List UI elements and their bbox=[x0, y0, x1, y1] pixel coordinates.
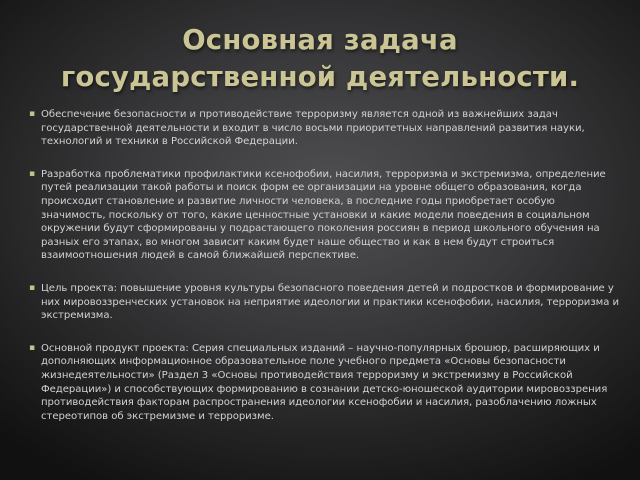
bullet-marker-icon: ▪ bbox=[29, 282, 36, 293]
bullet-list bbox=[29, 108, 619, 442]
bullet-item-1 bbox=[29, 108, 619, 149]
bullet-marker-icon: ▪ bbox=[29, 109, 36, 119]
bullet-marker-icon: ▪ bbox=[29, 342, 36, 353]
bullet-marker-icon: ▪ bbox=[29, 168, 36, 179]
title-line-1: Основная задача bbox=[182, 24, 458, 56]
bullet-text-4: Основной продукт проекта: Серия специальных изданий – научно-популярных брошюр, расширяющих и дополняющих информационное образовательное поле учебного предмета «Основы безопасности жизнедеятельности» (Раздел 3 «Основы противодействия терроризму и экстремизму в Российской Федерации») и способствующих формированию в сознании детско-юношеской аудитории мировоззрения противодействия факторам распространения идеологии ксенофобии и насилия, разоблачению ложных стереотипов об экстремизме и терроризме. bbox=[41, 342, 608, 422]
bullet-text-3: Цель проекта: повышение уровня культуры безопасного поведения детей и подростков и формирование у них мировоззренческих установок на неприятие идеологии и практики ксенофобии, насилия, терроризма и экстремизма. bbox=[41, 282, 619, 322]
bullet-text-1: Обеспечение безопасности и противодействие терроризму является одной из важнейших задач государственной деятельности и входит в число восьми приоритетных направлений развития науки, технологий и техники в Российской Федерации. bbox=[41, 109, 585, 148]
bullet-item-4 bbox=[29, 342, 619, 424]
bullet-text-2: Разработка проблематики профилактики ксенофобии, насилия, терроризма и экстремизма, определение путей реализации такой работы и поиск форм ее организации на уровне общего образования, когда происходит становление и развитие личности человека, в последние годы приобретает особую значимость, поскольку от того, какие ценностные установки и какие модели поведения в социальном окружении будут сформированы у подрастающего поколения россиян в период школьного обучения на разных его этапах, во многом зависит каким будет наше общество и как в нем будут строиться взаимоотношения людей в самой ближайшей перспективе. bbox=[41, 168, 606, 262]
title-line-2: государственной деятельности. bbox=[60, 61, 580, 93]
bullet-item-3 bbox=[29, 282, 619, 323]
bullet-item-2 bbox=[29, 168, 619, 263]
slide-title bbox=[0, 22, 640, 96]
